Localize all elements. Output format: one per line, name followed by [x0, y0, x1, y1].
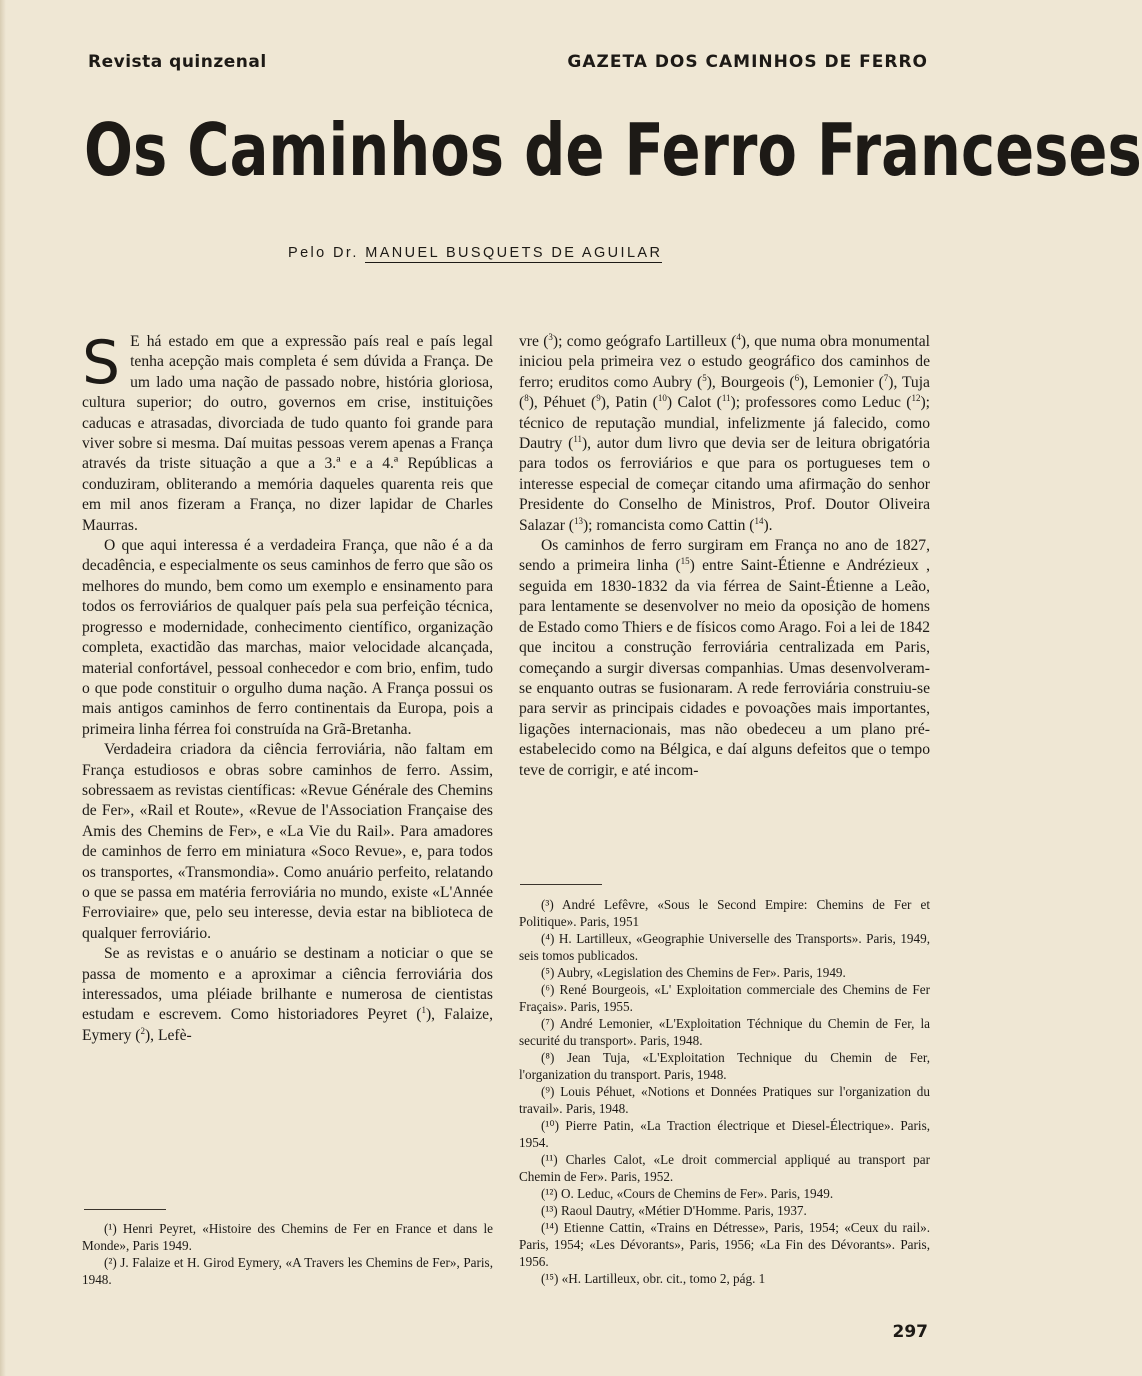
footnotes-right [519, 896, 930, 1287]
footnote: (²) J. Falaize et H. Girod Eymery, «A Travers les Chemins de Fer», Paris, 1948. [82, 1255, 493, 1287]
page-edge [0, 0, 6, 1376]
footnote-ref: 15 [680, 556, 690, 567]
body-column-right [519, 332, 930, 781]
footnote: (¹⁴) Etienne Cattin, «Trains en Détresse», Paris, 1954; «Ceux du rail». Paris, 1954; «Les Dévorants», Paris, 1956; «La Fin des Dévorants». Paris, 1956. [519, 1220, 930, 1269]
footnote: (⁸) Jean Tuja, «L'Exploitation Technique du Chemin de Fer, l'organization du transport. Paris, 1948. [519, 1050, 930, 1082]
footnote: (¹⁵) «H. Lartilleux, obr. cit., tomo 2, pág. 1 [541, 1271, 766, 1286]
paragraph: Se as revistas e o anuário se destinam a noticiar o que se passa de momento e a aproximar a ciência ferroviária dos interessados, uma pléiade brilhante e numerosa de cientistas estudam e escrevem. Como historiadores Peyret ($^1$), Falaize, Eymery ($^2$), Lefè- [82, 945, 493, 1044]
footnote: (⁹) Louis Péhuet, «Notions et Données Pratiques sur l'organization du travail». Paris, 1948. [519, 1084, 930, 1116]
footnote-ref: 13 [573, 515, 583, 526]
footnote-ref: 11 [573, 433, 582, 444]
footnote-ref: 9 [596, 393, 601, 404]
byline-prefix: Pelo Dr. [288, 245, 359, 261]
footnote-ref: 12 [911, 393, 921, 404]
footnote-ref: 1 [421, 1005, 426, 1016]
footnote-rule [84, 1209, 166, 1210]
footnote-ref: 7 [883, 372, 889, 383]
paragraph: Os caminhos de ferro surgiram em França no ano de 1827, sendo a primeira linha ($^{15}$) entre Saint-Étienne e Andrézieux , seguida em 1830-1832 da via férrea de Saint-Étienne a Leão, para lentamente se desenvolver no meio da oposição de homens de Estado como Thiers e de físicos como Arago. Foi a lei de 1842 que incitou a construção ferroviária centralizada em Paris, começando a surgir diversas companhias. Umas desenvolveram-se enquanto outras se fusionaram. A rede ferroviária construiu-se para servir as principais cidades e povoações mais importantes, ligações internacionais, mas não obedeceu a um plano pré-estabelecido como na Bélgica, e daí alguns defeitos que o tempo teve de corrigir, e até incom- [519, 537, 930, 779]
paragraph: S E há estado em que a expressão país real e país legal tenha acepção mais completa é sem dúvida a França. De um lado uma nação de passado nobre, história gloriosa, cultura superior; do outro, governos em crise, instituições caducas e atrasadas, divorciada de tudo quanto foi grande para viver sobre si mesma. Daí muitas pessoas verem apenas a França através da triste situação a que a 3.ª e a 4.ª Repúblicas a conduziram, obliterando a memória daqueles quarenta reis que em mil anos fizeram a França, no dizer lapidar de Charles Maurras. [82, 328, 493, 534]
footnote-ref: 2 [140, 1025, 145, 1036]
footnotes-left [82, 1220, 493, 1288]
footnote: (⁵) Aubry, «Legislation des Chemins de Fer». Paris, 1949. [541, 965, 846, 980]
page-number: 297 [892, 1322, 928, 1342]
footnote: (¹¹) Charles Calot, «Le droit commercial appliqué au transport par Chemin de Fer». Paris, 1952. [519, 1152, 930, 1184]
footnote-ref: 6 [794, 372, 800, 383]
footnote-ref: 5 [702, 372, 707, 383]
footnote: (⁶) René Bourgeois, «L' Exploitation commerciale des Chemins de Fer Fraçais». Paris, 1955. [519, 982, 930, 1014]
paragraph: O que aqui interessa é a verdadeira França, que não é a da decadência, e especialmente os seus caminhos de ferro que são os melhores do mundo, bem como um exemplo e ensinamento para todos os ferroviários de qualquer país pela sua perfeição técnica, progresso e modernidade, conhecimento científico, organização completa, exactidão das marchas, maior velocidade alcançada, material confortável, pessoal conhecedor e com brio, enfim, tudo o que pode constituir o orgulho duma nação. A França possui os mais antigos caminhos de ferro continentais da Europa, pois a primeira linha férrea foi construída na Grã-Bretanha. [82, 537, 493, 738]
footnote-rule [520, 884, 602, 885]
running-header-right: GAZETA DOS CAMINHOS DE FERRO [567, 52, 928, 72]
footnote-ref: 3 [548, 331, 553, 342]
footnote: (³) André Lefêvre, «Sous le Second Empire: Chemins de Fer et Politique». Paris, 1951 [519, 897, 930, 929]
footnote-ref: 11 [721, 393, 731, 404]
footnote: (¹³) Raoul Dautry, «Métier D'Homme. Paris, 1937. [541, 1203, 807, 1218]
paragraph: vre ($^3$); como geógrafo Lartilleux ($^4$), que numa obra monumental iniciou pela primeira vez o estudo geográfico dos caminhos de ferro; eruditos como Aubry ($^5$), Bourgeois ($^6$), Lemonier ($^7$), Tuja ($^8$), Péhuet ($^9$), Patin ($^{10}$) Calot ($^{11}$); professores como Leduc ($^{12}$); técnico de reputação mundial, infelizmente já falecido, como Dautry ($^{11}$), autor dum livro que devia ser de leitura obrigatória para todos os ferroviários e que para os portugueses tem o interesse especial de começar citando uma afirmação do senhor Presidente do Conselho de Ministros, Prof. Doutor Oliveira Salazar ($^{13}$); romancista como Cattin ($^{14}$). [519, 331, 931, 534]
footnote-ref: 8 [524, 393, 529, 404]
byline [288, 245, 662, 261]
footnote-ref: 4 [736, 331, 741, 342]
body-column-left [82, 328, 493, 1046]
footnote: (⁴) H. Lartilleux, «Geographie Universelle des Transports». Paris, 1949, seis tomos publicados. [519, 931, 930, 963]
drop-cap: S [82, 328, 121, 398]
footnote-ref: 14 [754, 515, 764, 526]
footnote: (⁷) André Lemonier, «L'Exploitation Téchnique du Chemin de Fer, la securité du transport». Paris, 1948. [519, 1016, 930, 1048]
paragraph: Verdadeira criadora da ciência ferroviária, não faltam em França estudiosos e obras sobre caminhos de ferro. Assim, sobressaem as revistas científicas: «Revue Générale des Chemins de Fer», «Rail et Route», «Revue de l'Association Française des Amis des Chemins de Fer», e «La Vie du Rail». Para amadores de caminhos de ferro em miniatura «Soco Revue», e, para todos os transportes, «Transmondia». Como anuário perfeito, relatando o que se passa em matéria ferroviária no mundo, existe «L'Année Ferroviaire» que, pelo seu interesse, devia estar na biblioteca de qualquer ferroviário. [82, 741, 493, 942]
footnote: (¹) Henri Peyret, «Histoire des Chemins de Fer en France et dans le Monde», Paris 1949. [82, 1221, 493, 1253]
footnote: (¹⁰) Pierre Patin, «La Traction électrique et Diesel-Électrique». Paris, 1954. [519, 1118, 930, 1150]
footnote-ref: 10 [657, 393, 667, 404]
running-header-left: Revista quinzenal [88, 52, 267, 72]
article-title: Os Caminhos de Ferro Franceses [84, 108, 1142, 192]
byline-author: MANUEL BUSQUETS DE AGUILAR [365, 245, 663, 261]
footnote: (¹²) O. Leduc, «Cours de Chemins de Fer». Paris, 1949. [541, 1186, 834, 1201]
